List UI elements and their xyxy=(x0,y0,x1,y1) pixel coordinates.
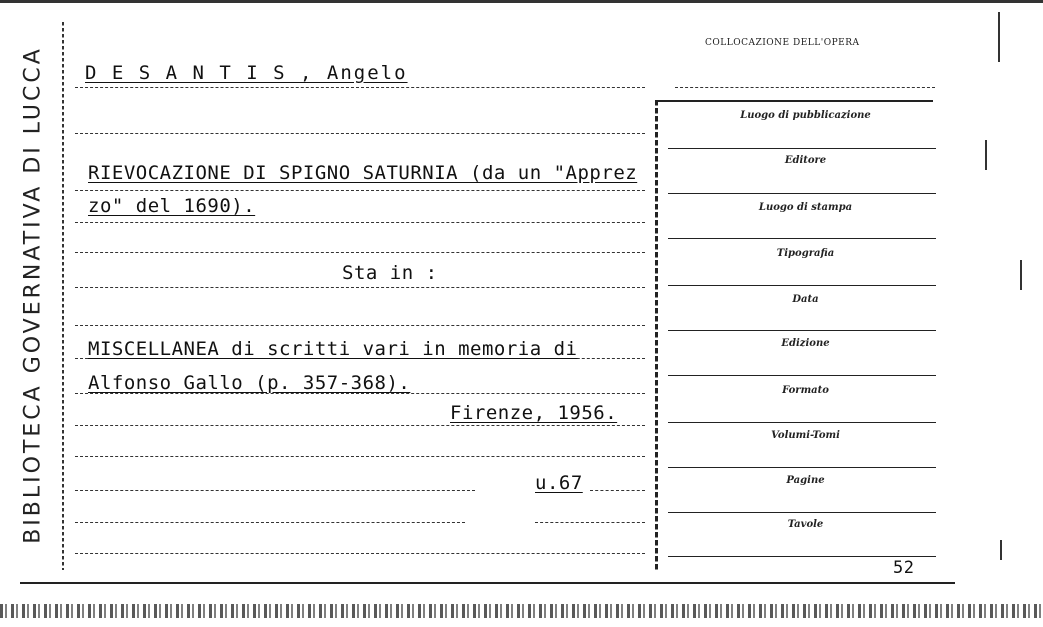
rc-rule-4 xyxy=(668,285,936,286)
rule-13 xyxy=(75,522,465,523)
source-line-1: MISCELLANEA di scritti vari in memoria di xyxy=(88,338,578,360)
right-margin-mark-1 xyxy=(985,140,987,170)
rule-3 xyxy=(75,190,645,191)
rc-rule-2 xyxy=(668,193,936,194)
rc-rule-1 xyxy=(668,148,936,149)
right-margin-mark-2 xyxy=(1020,260,1022,290)
rule-11 xyxy=(75,456,645,457)
field-editore: Editore xyxy=(784,155,827,166)
top-edge-line xyxy=(0,0,1043,3)
right-margin-mark-3 xyxy=(1000,540,1002,560)
field-tipografia: Tipografia xyxy=(776,248,835,259)
title-line-1: RIEVOCAZIONE DI SPIGNO SATURNIA (da un "Apprez xyxy=(88,162,638,184)
rc-rule-head xyxy=(658,100,933,102)
rule-6 xyxy=(75,287,645,288)
place-date: Firenze, 1956. xyxy=(450,402,618,424)
rc-rule-9 xyxy=(668,512,936,513)
rc-rule-7 xyxy=(668,422,936,423)
source-line-2: Alfonso Gallo (p. 357-368). xyxy=(88,372,411,394)
author-name: D E S A N T I S , Angelo xyxy=(85,62,408,84)
library-name: BIBLIOTECA GOVERNATIVA DI LUCCA xyxy=(20,46,46,544)
left-margin-rule xyxy=(62,22,64,570)
rc-rule-3 xyxy=(668,238,936,239)
rc-rule-top xyxy=(675,87,935,88)
corner-number: 52 xyxy=(893,558,915,578)
rc-rule-10 xyxy=(668,556,936,557)
right-edge-mark xyxy=(998,12,1000,62)
field-tavole: Tavole xyxy=(787,519,824,530)
field-formato: Formato xyxy=(782,385,829,396)
field-pagine: Pagine xyxy=(786,475,825,486)
rule-12b xyxy=(590,490,645,491)
rule-10 xyxy=(75,425,645,426)
rule-7 xyxy=(75,325,645,326)
rule-1 xyxy=(75,87,645,88)
field-volumi-tomi: Volumi-Tomi xyxy=(771,430,840,441)
rule-14 xyxy=(75,553,645,554)
collocation-heading: COLLOCAZIONE DELL'OPERA xyxy=(705,38,860,48)
bottom-border xyxy=(20,582,955,584)
rule-12 xyxy=(75,490,475,491)
rc-rule-5 xyxy=(668,330,936,331)
library-band xyxy=(8,10,58,580)
field-edizione: Edizione xyxy=(781,338,830,349)
rule-5 xyxy=(75,252,645,253)
rule-4 xyxy=(75,222,645,223)
rc-rule-8 xyxy=(668,467,936,468)
sta-in-label: Sta in : xyxy=(342,262,438,284)
column-separator xyxy=(655,100,658,570)
shelfmark: u.67 xyxy=(535,472,583,494)
rule-2 xyxy=(75,133,645,134)
field-data: Data xyxy=(792,294,819,305)
rule-13b xyxy=(535,522,645,523)
rc-rule-6 xyxy=(668,375,936,376)
field-luogo-pubblicazione: Luogo di pubblicazione xyxy=(740,110,871,121)
title-line-2: zo" del 1690). xyxy=(88,195,256,217)
scan-edge-noise xyxy=(0,604,1043,618)
field-luogo-stampa: Luogo di stampa xyxy=(758,202,853,213)
